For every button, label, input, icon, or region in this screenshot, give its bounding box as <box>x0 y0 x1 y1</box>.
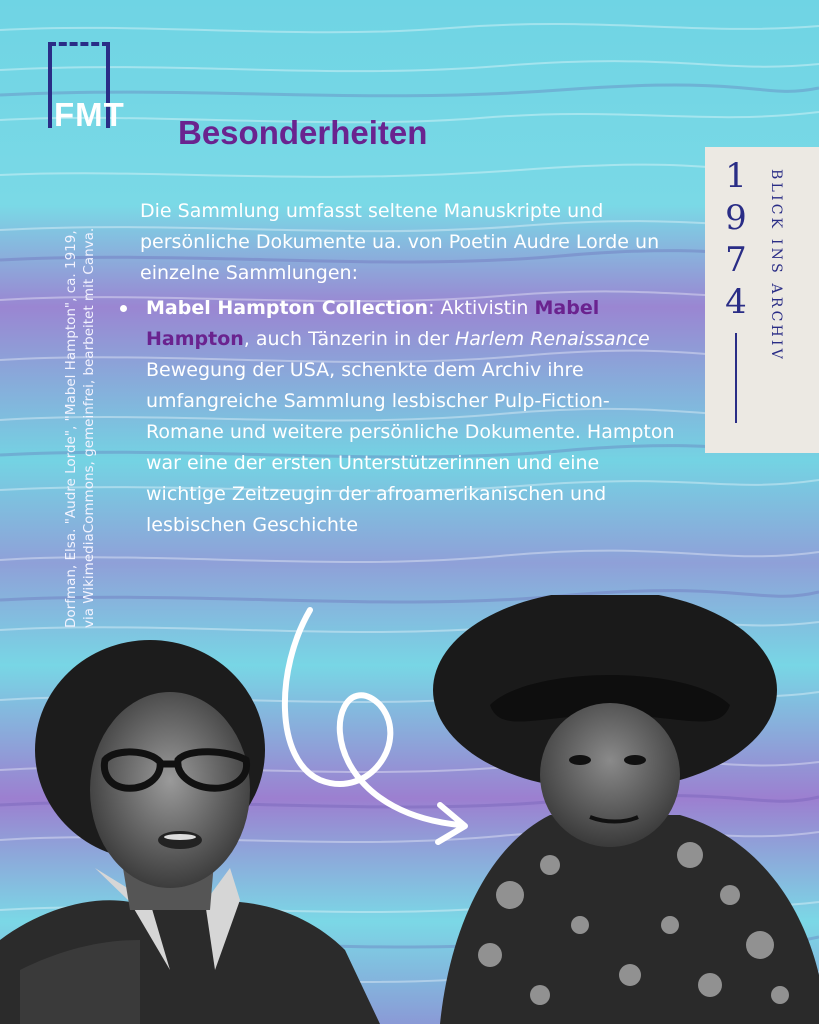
year-digit: 1 <box>725 156 747 196</box>
year-digit: 4 <box>725 282 747 322</box>
collection-list <box>146 293 685 541</box>
side-panel-label: BLICK INS ARCHIV <box>768 169 784 362</box>
credit-line-2: via WikimediaCommons, gemeinfrei, bearbeitet mit Canva. <box>81 227 97 628</box>
side-panel <box>705 147 819 453</box>
curly-arrow-icon <box>270 590 490 860</box>
intro-text: Die Sammlung umfasst seltene Manuskripte und persönliche Dokumente ua. von Poetin Audre Lorde un einzelne Sammlungen: <box>140 200 660 284</box>
year-digit: 7 <box>725 240 747 280</box>
person-name: Mabel Hampton <box>146 297 600 350</box>
list-item <box>146 293 685 541</box>
separator-text: : Aktivistin <box>428 297 535 319</box>
collection-name: Mabel Hampton Collection <box>146 297 429 319</box>
page-title: Besonderheiten <box>178 114 428 151</box>
description-text: Bewegung der USA, schenkte dem Archiv ihre umfangreiche Sammlung lesbischer Pulp-Fiction-Romane und weitere persönliche Dokumente. Hampton war eine der ersten Unterstützerinnen und eine wichtige Zeitzeugin der afroamerikanischen und lesbischen Geschichte <box>146 359 675 536</box>
year <box>721 155 751 323</box>
credit-line-1: Dorfman, Elsa. "Audre Lorde", "Mabel Hampton", ca. 1919, <box>63 230 79 628</box>
logo-text: FMT <box>54 96 125 133</box>
movement-name: Harlem Renaissance <box>454 328 650 350</box>
bullet-icon <box>120 305 127 312</box>
mid-text: , auch Tänzerin in der <box>243 328 455 350</box>
year-digit: 9 <box>725 198 747 238</box>
fmt-logo <box>48 42 138 132</box>
divider-line <box>735 333 737 423</box>
image-credit <box>62 158 98 628</box>
content-body <box>140 196 685 541</box>
